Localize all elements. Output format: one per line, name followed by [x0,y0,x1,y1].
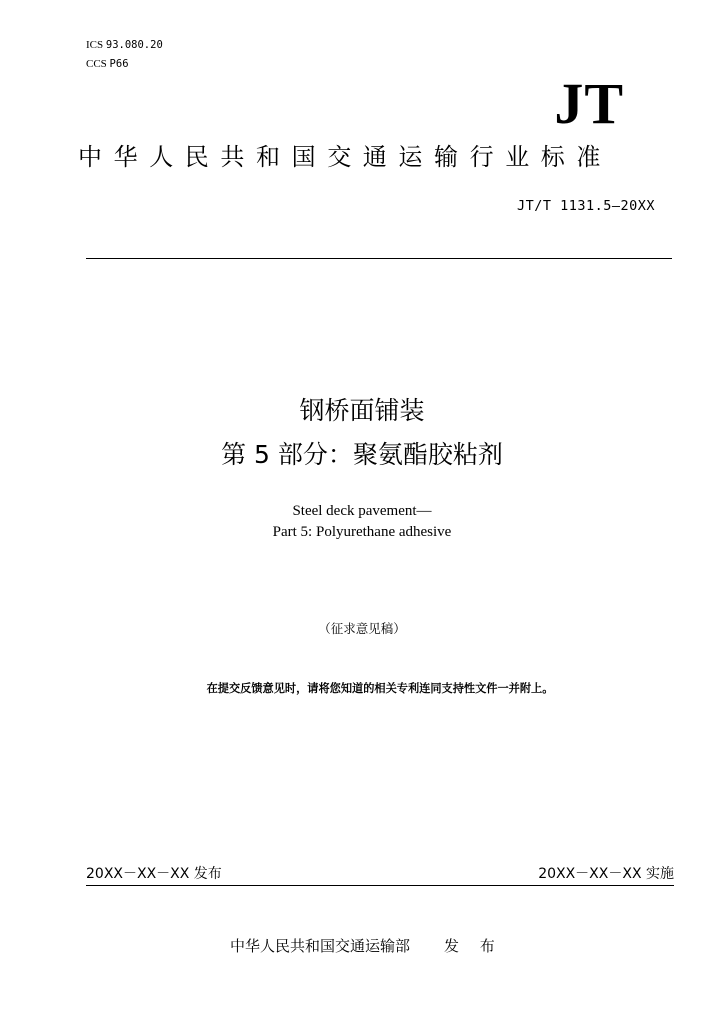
title-en-line1: Steel deck pavement— [292,503,432,519]
patent-notice: 在提交反馈意见时，请将您知道的相关专利连同支持性文件一并附上。 [206,682,554,695]
classification-codes [86,36,163,74]
title-zh-line2: 第 5 部分：聚氨酯胶粘剂 [221,440,503,469]
title-en-line2: Part 5: Polyurethane adhesive [272,524,452,540]
ccs-label: CCS [86,58,107,70]
publisher-line [230,935,503,956]
top-divider [86,258,672,259]
bottom-divider [86,885,674,886]
implement-date: 20XX－XX－XX 实施 [538,866,674,882]
ccs-line [86,55,163,74]
title-zh-line1: 钢桥面铺装 [299,396,425,425]
publish-date: 20XX－XX－XX 发布 [86,866,222,882]
ics-label: ICS [86,39,104,51]
draft-status-label: （征求意见稿） [318,621,406,636]
organization-title: 中华人民共和国交通运输行业标准 [78,143,612,171]
jt-logo: JT [554,71,624,136]
publisher-name: 中华人民共和国交通运输部 [230,937,411,955]
ics-line [86,36,163,55]
standard-number: JT/T 1131.5—20XX [516,198,655,214]
issue-label: 发 布 [444,937,503,955]
ics-code: 93.080.20 [105,39,163,51]
ccs-code: P66 [109,58,129,70]
